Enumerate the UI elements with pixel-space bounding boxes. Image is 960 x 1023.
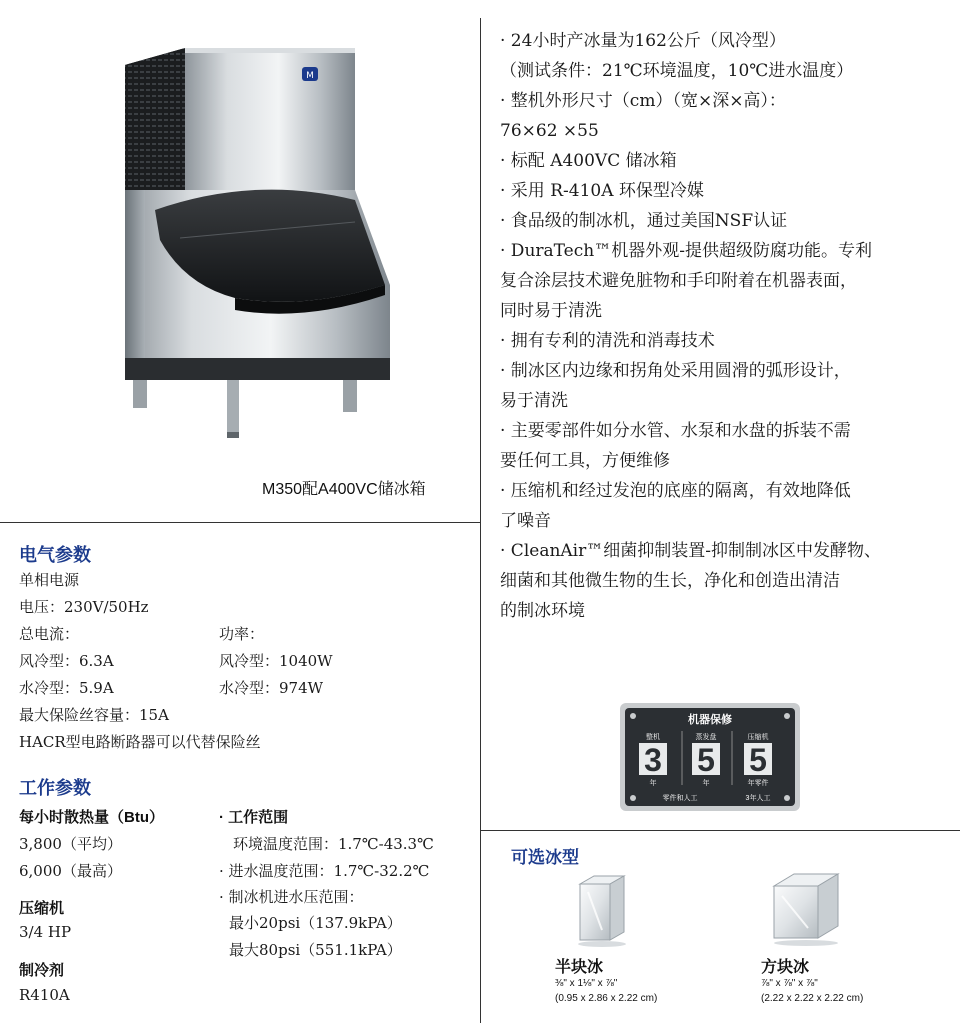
feature-line: 细菌和其他微生物的生长，净化和创造出清洁 [500,571,840,591]
refrigerant-title: 制冷剂 [19,962,65,979]
hacr-text: HACR型电路断路器可以代替保险丝 [19,733,261,751]
svg-text:3年人工: 3年人工 [745,795,771,802]
right-horizontal-divider [480,830,960,831]
left-horizontal-divider [0,522,480,523]
feature-line: 易于清洗 [500,391,568,411]
feature-line: · 采用 R-410A 环保型冷媒 [500,181,704,201]
heat-max-text: 6,000（最高） [19,862,122,880]
half-cube-ice-image [572,872,634,948]
voltage-text: 电压：230V/50Hz [19,598,149,616]
svg-text:压缩机: 压缩机 [747,734,769,741]
ice-machine-illustration [115,40,415,445]
feature-line: · 食品级的制冰机，通过美国NSF认证 [500,211,788,231]
current-label: 总电流： [19,625,80,643]
feature-line: （测试条件：21℃环境温度，10℃进水温度） [500,61,854,81]
full-cube-ice-image [768,868,844,948]
water-power-text: 水冷型：974W [219,679,324,697]
feature-line: · 24小时产冰量为162公斤（风冷型） [500,31,786,51]
pressure-title: · 制冰机进水压范围： [219,888,364,906]
full-cube-name: 方块冰 [761,959,810,976]
power-label: 功率： [219,625,265,643]
feature-line: 同时易于清洗 [500,301,602,321]
feature-line: · 制冰区内边缘和拐角处采用圆滑的弧形设计， [500,361,851,381]
compressor-title: 压缩机 [19,900,65,917]
feature-line: 要任何工具，方便维修 [500,451,670,471]
vertical-divider [480,18,481,1023]
feature-line: · 主要零部件如分水管、水泵和水盘的拆装不需 [500,421,851,441]
refrigerant-value: R410A [19,986,70,1004]
heat-title: 每小时散热量（Btu） [19,809,164,826]
svg-text:机器保修: 机器保修 [688,714,732,726]
electrical-title: 电气参数 [19,545,91,565]
ambient-text: 环境温度范围：1.7℃-43.3℃ [233,835,434,853]
range-title: · 工作范围 [219,809,289,826]
svg-text:M: M [306,71,314,81]
feature-line: 复合涂层技术避免脏物和手印附着在机器表面， [500,271,857,291]
feature-line: · 整机外形尺寸（cm）（宽×深×高）： [500,91,786,111]
fuse-text: 最大保险丝容量：15A [19,706,169,724]
phase-text: 单相电源 [19,571,80,589]
feature-line: 的制冰环境 [500,601,585,621]
full-cube-size-inches: ⅞" x ⅞" x ⅞" [761,978,818,989]
product-caption: M350配A400VC储冰箱 [262,481,426,498]
warranty-badge [620,703,800,811]
compressor-value: 3/4 HP [19,923,72,941]
svg-text:整机: 整机 [646,734,660,741]
svg-text:3: 3 [644,742,662,778]
ice-types-title: 可选冰型 [511,848,579,867]
svg-text:5: 5 [697,742,715,778]
air-current-text: 风冷型：6.3A [19,652,114,670]
svg-text:年零件: 年零件 [747,780,769,787]
svg-text:蒸发盘: 蒸发盘 [695,734,717,741]
half-cube-name: 半块冰 [555,959,604,976]
heat-avg-text: 3,800（平均） [19,835,122,853]
feature-line: · 压缩机和经过发泡的底座的隔离，有效地降低 [500,481,851,501]
water-current-text: 水冷型：5.9A [19,679,114,697]
pressure-min-text: 最小20psi（137.9kPA） [229,914,402,932]
air-power-text: 风冷型：1040W [219,652,333,670]
pressure-max-text: 最大80psi（551.1kPA） [229,941,402,959]
half-cube-size-cm: (0.95 x 2.86 x 2.22 cm) [555,993,658,1004]
feature-line: · 标配 A400VC 储冰箱 [500,151,677,171]
water-temp-text: · 进水温度范围：1.7℃-32.2℃ [219,862,430,880]
full-cube-size-cm: (2.22 x 2.22 x 2.22 cm) [761,993,864,1004]
svg-text:5: 5 [749,742,767,778]
feature-line: · CleanAir™细菌抑制装置-抑制制冰区中发酵物、 [500,541,881,561]
feature-line: 了噪音 [500,511,551,531]
feature-line: · DuraTech™机器外观-提供超级防腐功能。专利 [500,241,872,261]
svg-text:年: 年 [649,780,657,787]
half-cube-size-inches: ⅜" x 1⅛" x ⅞" [555,978,618,989]
svg-text:年: 年 [702,780,710,787]
feature-line: · 拥有专利的清洗和消毒技术 [500,331,715,351]
working-title: 工作参数 [19,778,91,798]
svg-text:零件和人工: 零件和人工 [662,795,698,802]
feature-line: 76×62 ×55 [500,121,599,141]
